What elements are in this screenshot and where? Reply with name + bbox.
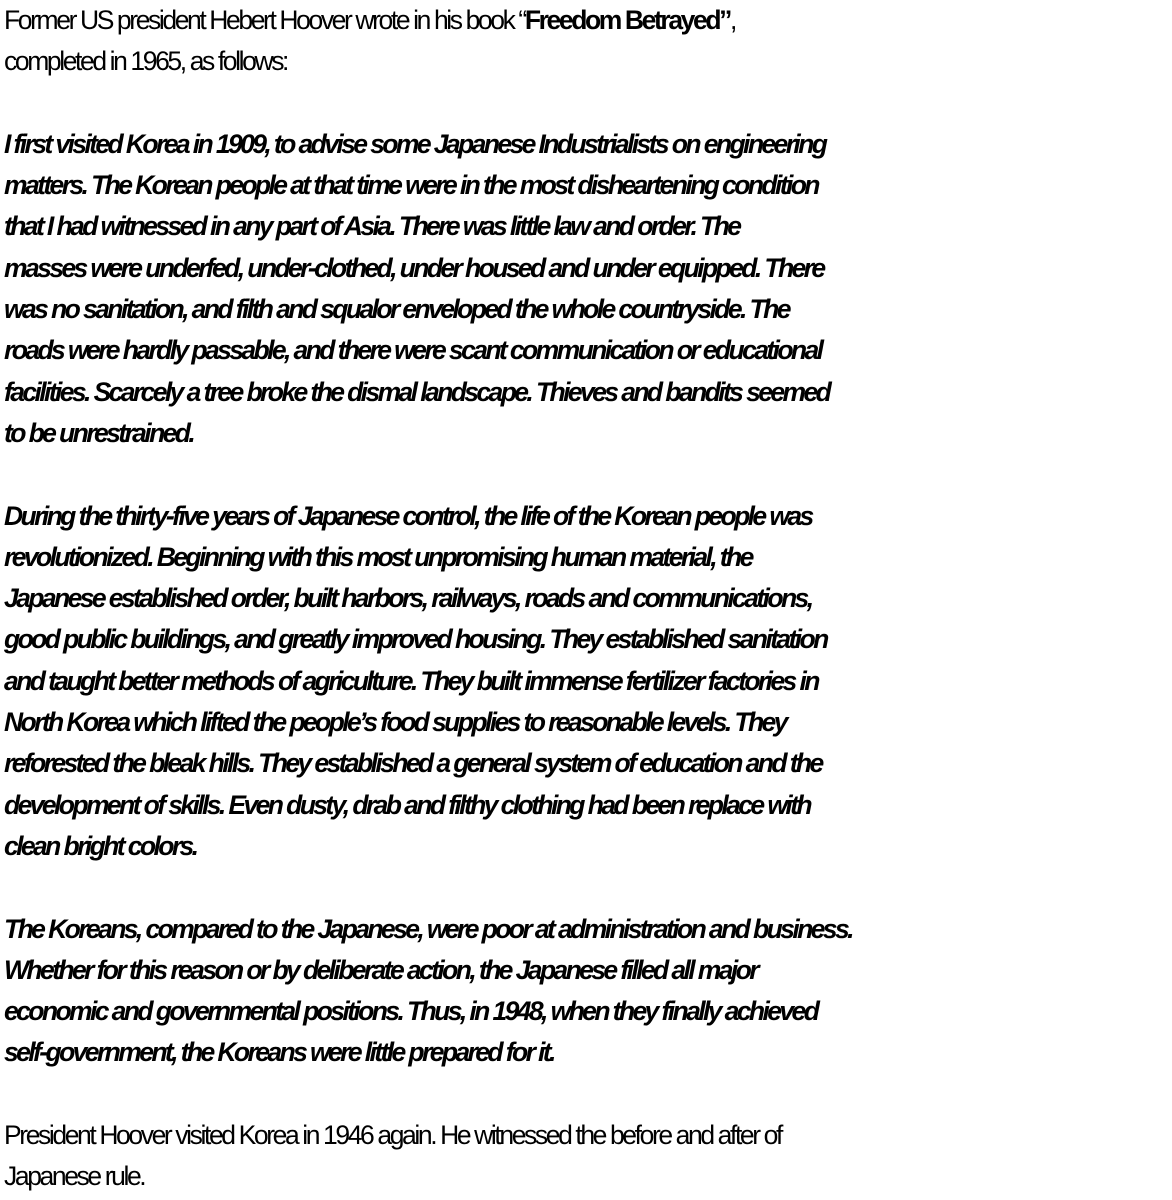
intro-paragraph [4, 0, 1172, 83]
quote-line: facilities. Scarcely a tree broke the dismal landscape. Thieves and bandits seemed [4, 376, 830, 407]
paragraph-gap [4, 83, 1172, 124]
quote-paragraph-2 [4, 496, 1172, 868]
quote-line: matters. The Korean people at that time were in the most disheartening condition [4, 170, 818, 201]
intro-line-1: Former US president Hebert Hoover wrote in his book “Freedom Betrayed”, [4, 5, 735, 35]
intro-line-2: completed in 1965, as follows: [4, 46, 288, 77]
quote-line: good public buildings, and greatly improved housing. They established sanitation [4, 624, 827, 655]
quote-paragraph-1 [4, 124, 1172, 454]
book-title: Freedom Betrayed” [524, 5, 730, 35]
quote-line: masses were underfed, under-clothed, under housed and under equipped. There [4, 252, 824, 283]
quote-line: North Korea which lifted the people’s food supplies to reasonable levels. They [4, 707, 786, 738]
outro-paragraph [4, 1115, 1172, 1198]
quote-line: revolutionized. Beginning with this most unpromising human material, the [4, 541, 752, 572]
quote-line: self-government, the Koreans were little prepared for it. [4, 1037, 554, 1068]
outro-line: President Hoover visited Korea in 1946 again. He witnessed the before and after of [4, 1120, 781, 1151]
quote-line: clean bright colors. [4, 830, 197, 861]
quote-line: and taught better methods of agriculture. They built immense fertilizer factories in [4, 665, 818, 696]
outro-line: Japanese rule. [4, 1161, 145, 1192]
quote-line: development of skills. Even dusty, drab and filthy clothing had been replace with [4, 789, 810, 820]
quote-line: Japanese established order, built harbors, railways, roads and communications, [4, 583, 812, 614]
quote-line: Whether for this reason or by deliberate action, the Japanese filled all major [4, 954, 757, 985]
quote-paragraph-3 [4, 909, 1172, 1074]
quote-line: During the thirty-five years of Japanese control, the life of the Korean people was [4, 500, 812, 531]
quote-line: was no sanitation, and filth and squalor enveloped the whole countryside. The [4, 294, 789, 325]
paragraph-gap [4, 867, 1172, 908]
paragraph-gap [4, 1074, 1172, 1115]
paragraph-gap [4, 454, 1172, 495]
quote-line: economic and governmental positions. Thus, in 1948, when they finally achieved [4, 996, 818, 1027]
quote-line: I first visited Korea in 1909, to advise some Japanese Industrialists on engineering [4, 128, 826, 159]
quote-line: roads were hardly passable, and there were scant communication or educational [4, 335, 822, 366]
document [4, 0, 1172, 1198]
quote-line: that I had witnessed in any part of Asia. There was little law and order. The [4, 211, 740, 242]
quote-line: to be unrestrained. [4, 417, 194, 448]
quote-line: The Koreans, compared to the Japanese, were poor at administration and business. [4, 913, 852, 944]
quote-line: reforested the bleak hills. They established a general system of education and the [4, 748, 822, 779]
